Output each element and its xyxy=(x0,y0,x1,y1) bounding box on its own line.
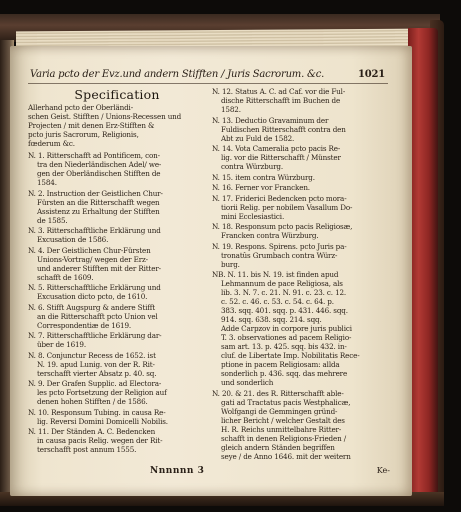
catalog-entry xyxy=(212,173,388,182)
entry-line: c. 52. c. 46. c. 53. c. 54. c. 64. p. xyxy=(221,297,334,306)
catalog-entry xyxy=(28,351,206,378)
entry-line: 1582. xyxy=(221,105,241,114)
entry-line: N. 18. Responsum pcto pacis Religiosæ, xyxy=(212,222,353,231)
intro-line: Allerhand pcto der Oberländi- xyxy=(28,103,133,112)
entry-line: N. 7. Ritterschafftliche Erklärung dar- xyxy=(28,331,162,340)
entry-line: in causa pacis Relig. wegen der Rit- xyxy=(37,436,163,445)
entry-line: Fürsten an die Ritterschafft wegen xyxy=(37,197,160,207)
header-rule xyxy=(28,83,388,84)
entry-line: N. 19. apud Lunig. von der R. Rit- xyxy=(37,359,155,369)
catalog-entry xyxy=(212,242,388,269)
entry-line: de 1585. xyxy=(37,215,68,225)
entry-line: N. 12. Status A. C. ad Caf. vor die Ful- xyxy=(212,87,346,96)
left-column xyxy=(28,87,206,456)
entry-line: Excusation dicto pcto, de 1610. xyxy=(37,292,148,301)
catalog-entry xyxy=(28,189,206,225)
catalog-entry xyxy=(212,87,388,114)
catalog-entry xyxy=(28,427,206,454)
entry-line: N. 9. Der Grafen Supplic. ad Electora- xyxy=(28,379,162,388)
entry-line: contra Würzburg. xyxy=(221,162,283,171)
entry-line: Assistenz zu Erhaltung der Stifften xyxy=(37,206,160,216)
catalog-entry xyxy=(212,194,388,221)
entry-line: T. 3. observationes ad pacem Religio- xyxy=(221,333,352,342)
catalog-entry xyxy=(28,303,206,330)
entry-line: N. 11. Der Ständen A. C. Bedencken xyxy=(28,427,156,436)
catalog-entry xyxy=(28,379,206,406)
entry-line: N. 14. Vota Cameralia pcto pacis Re- xyxy=(212,144,341,153)
entry-line: N. 8. Conjunctur Recess de 1652. ist xyxy=(28,350,156,360)
intro-line: Projecten / mit denen Erz-Stifften & xyxy=(28,121,155,130)
catalog-entry xyxy=(212,222,388,240)
right-entry-list xyxy=(212,87,388,461)
entry-line: Abt zu Fuld de 1582. xyxy=(221,133,295,143)
entry-line: N. 13. Deductio Gravaminum der xyxy=(212,115,329,125)
printed-page xyxy=(10,46,412,496)
entry-line: tra den Niederländischen Adel/ we- xyxy=(37,160,162,169)
entry-line: cluf. de Libertate Imp. Nobilitatis Rece- xyxy=(221,351,360,360)
entry-line: H. R. Reichs unmittelbahre Ritter- xyxy=(221,424,342,434)
intro-line: schen Geist. Stifften / Unions-Recessen und xyxy=(28,112,182,121)
entry-line: lig. vor die Ritterschafft / Münster xyxy=(221,153,341,162)
entry-line: N. 5. Ritterschafftliche Erklärung und xyxy=(28,283,161,292)
entry-line: Wolfgangi de Gemmingen gründ- xyxy=(221,406,338,416)
left-entry-list xyxy=(28,151,206,454)
catalog-entry xyxy=(28,408,206,426)
entry-line: N. 17. Friderici Bedencken pcto mora- xyxy=(212,193,347,203)
entry-line: Excusation de 1586. xyxy=(37,235,109,244)
entry-line: 383. sqq. 401. sqq. p. 431. 446. sqq. xyxy=(221,306,348,315)
entry-line: les pcto Fortsetzung der Religion auf xyxy=(37,388,167,397)
entry-line: tronatûs Grumbach contra Würz- xyxy=(221,250,338,260)
catalog-entry xyxy=(212,183,388,192)
entry-line: und anderer Stifften mit der Ritter- xyxy=(37,263,161,273)
entry-line: dische Ritterschafft im Buchen de xyxy=(221,96,341,105)
entry-line: gen der Oberländischen Stifften de xyxy=(37,169,161,178)
entry-line: N. 3. Ritterschafftliche Erklärung und xyxy=(28,226,161,235)
catalog-entry xyxy=(212,270,388,387)
entry-line: N. 2. Instruction der Geistlichen Chur- xyxy=(28,188,163,198)
entry-line: burg. xyxy=(221,259,240,269)
entry-line: Lehmannum de pace Religiosa, als xyxy=(221,279,343,288)
entry-line: lib. 3. N. 7. c. 21. N. 91. c. 23. c. 12. xyxy=(221,288,347,297)
catalog-entry xyxy=(28,331,206,349)
running-head xyxy=(30,69,385,80)
entry-line: seye / de Anno 1646. mit der weitern xyxy=(221,451,351,461)
entry-line: terschafft post annum 1555. xyxy=(37,445,137,454)
section-intro xyxy=(28,103,206,148)
entry-line: 1584. xyxy=(37,178,57,187)
entry-line: Francken contra Würzburg. xyxy=(221,231,319,240)
entry-line: mini Ecclesiastici. xyxy=(221,211,285,221)
catchword: Ke- xyxy=(376,466,390,475)
entry-line: N. 15. item contra Würzburg. xyxy=(212,172,315,182)
entry-line: N. 10. Responsum Tubing. in causa Re- xyxy=(28,407,166,417)
catalog-entry xyxy=(28,151,206,187)
catalog-entry xyxy=(28,283,206,301)
intro-line: fœderum &c. xyxy=(28,139,75,148)
entry-line: licher Bericht / welcher Gestalt des xyxy=(221,415,345,425)
entry-line: N. 16. Ferner vor Francken. xyxy=(212,183,310,192)
page-number: 1021 xyxy=(357,69,385,80)
entry-line: N. 20. & 21. des R. Ritterschafft able- xyxy=(212,388,344,398)
entry-line: 914. sqq. 638. sqq. 214. sqq. xyxy=(221,315,322,324)
entry-line: N. 6. Stifft Augspurg & andere Stifft xyxy=(28,302,156,312)
entry-line: N. 4. Der Geistlichen Chur-Fürsten xyxy=(28,245,151,255)
entry-line: Correspondentiæ de 1619. xyxy=(37,320,132,330)
entry-line: gati ad Tractatus pacis Westphalicæ, xyxy=(221,397,351,407)
section-title: Specification xyxy=(74,87,160,102)
entry-line: schafft in denen Religions-Frieden / xyxy=(221,433,346,443)
entry-line: an die Ritterschafft pcto Union vel xyxy=(37,311,158,321)
red-page-edges xyxy=(408,28,438,496)
entry-line: lig. Reversi Domini Domicelli Nobilis. xyxy=(37,416,168,426)
entry-line: NB. N. 11. bis N. 19. ist finden apud xyxy=(212,270,339,279)
entry-line: Adde Carpzov in corpore juris publici xyxy=(221,324,352,333)
entry-line: schafft de 1609. xyxy=(37,272,94,282)
right-column xyxy=(212,87,388,462)
entry-line: N. 19. Respons. Spirens. pcto Juris pa- xyxy=(212,241,347,251)
running-head-title: Varia pcto der Evz.und andern Stifften / Juris Sacrorum. &c. xyxy=(30,69,325,80)
page-footer xyxy=(10,466,390,480)
entry-line: sonderlich p. 436. sqq. das mehrere xyxy=(221,369,348,378)
entry-line: Unions-Vortrag/ wegen der Erz- xyxy=(37,254,148,264)
entry-line: und sonderlich xyxy=(221,378,274,387)
catalog-entry xyxy=(28,246,206,282)
catalog-entry xyxy=(212,144,388,171)
entry-line: ptione in pacem Religiosam: allda xyxy=(221,360,340,369)
entry-line: N. 1. Ritterschafft ad Pontificem, con- xyxy=(28,151,160,160)
entry-line: Fuldischen Ritterschafft contra den xyxy=(221,124,346,134)
catalog-entry xyxy=(212,389,388,461)
signature-mark: Nnnnnn 3 xyxy=(150,466,205,476)
entry-line: sam art. 13. p. 425. sqq. bis 432. in- xyxy=(221,342,347,351)
entry-line: terschafft vierter Absatz p. 40. sq. xyxy=(37,368,157,378)
entry-line: gleich andern Ständen begriffen xyxy=(221,442,335,452)
entry-line: denen hohen Stifften / de 1586. xyxy=(37,397,148,406)
intro-line: pcto juris Sacrorum, Religionis, xyxy=(28,130,139,139)
catalog-entry xyxy=(28,226,206,244)
entry-line: tiorii Relig. per nobilem Vasallum Do- xyxy=(221,202,353,212)
entry-line: über de 1619. xyxy=(37,340,86,349)
catalog-entry xyxy=(212,116,388,143)
